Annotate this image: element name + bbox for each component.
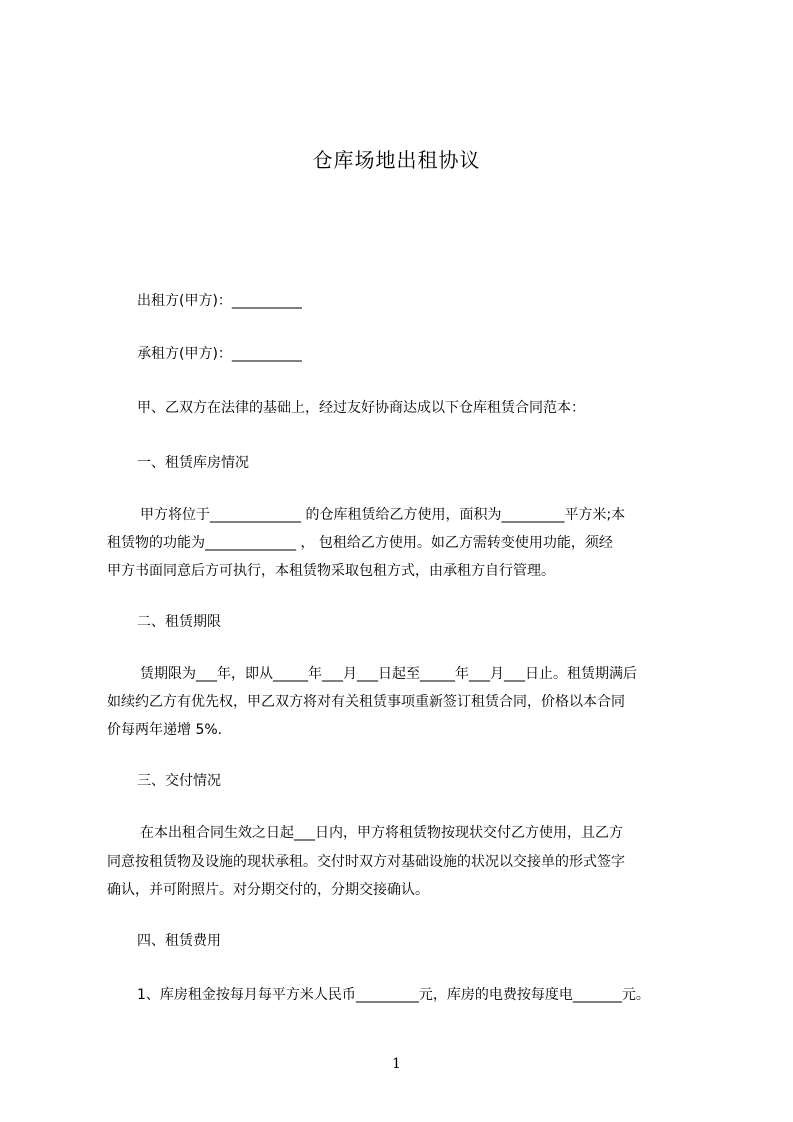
paragraph-line: 租赁物的功能为_____________ ， 包租给乙方使用。如乙方需转变使用功能，须经 <box>107 535 613 551</box>
section-heading: 一、租赁库房情况 <box>137 455 249 471</box>
paragraph-line: 赁期限为___年，即从_____年___月___日起至_____年___月___日止。租赁期满后 <box>140 666 637 682</box>
page-number: 1 <box>392 1056 401 1072</box>
paragraph-line: 价每两年递增 5%. <box>107 722 223 738</box>
section-heading: 三、交付情况 <box>137 773 221 789</box>
section-heading: 二、租赁期限 <box>137 614 221 630</box>
intro-paragraph: 甲、乙双方在法律的基础上，经过友好协商达成以下仓库租赁合同范本： <box>137 400 585 416</box>
lessee-line: 承租方(甲方)：__________ <box>137 346 302 362</box>
document-title: 仓库场地出租协议 <box>312 148 481 172</box>
lessor-line: 出租方(甲方)：__________ <box>137 293 302 309</box>
paragraph-line: 甲方书面同意后方可执行，本租赁物采取包租方式，由承租方自行管理。 <box>107 563 555 579</box>
section-heading: 四、租赁费用 <box>137 933 221 949</box>
paragraph-line: 甲方将位于_____________ 的仓库租赁给乙方使用，面积为_________平方米;本 <box>140 507 626 523</box>
paragraph-line: 确认，并可附照片。对分期交付的，分期交接确认。 <box>107 882 429 898</box>
paragraph-line: 如续约乙方有优先权，甲乙双方将对有关租赁事项重新签订租赁合同，价格以本合同 <box>107 694 625 710</box>
paragraph-line: 在本出租合同生效之日起___日内，甲方将租赁物按现状交付乙方使用，且乙方 <box>140 825 623 841</box>
paragraph-line: 同意按租赁物及设施的现状承租。交付时双方对基础设施的状况以交接单的形式签字 <box>107 854 625 870</box>
paragraph-line: 1、库房租金按每月每平方米人民币_________元，库房的电费按每度电_______元。 <box>137 987 650 1003</box>
